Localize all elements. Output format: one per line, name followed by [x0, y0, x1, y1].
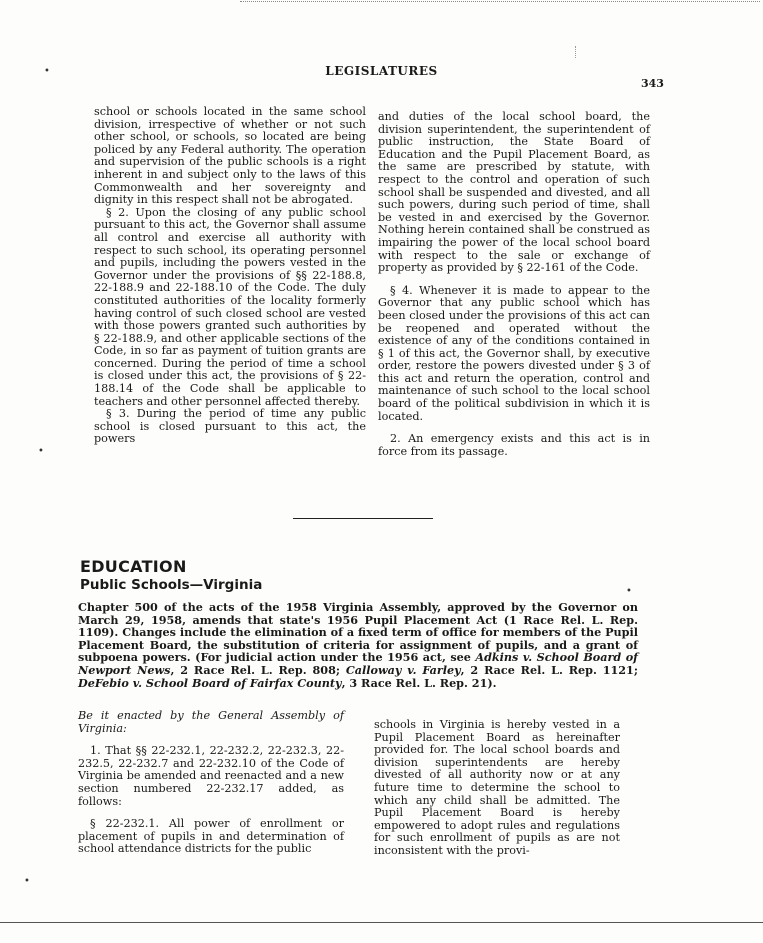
- upper-left-column: [94, 106, 366, 446]
- upper-right-column: [378, 111, 650, 458]
- case-citation: Calloway v. Farley: [345, 662, 461, 677]
- margin-mark: •: [626, 586, 632, 597]
- margin-mark: •: [24, 876, 30, 887]
- paragraph: § 4. Whenever it is made to appear to the Governor that any public school which has been closed under the provisions of this act can be reopened and operated without the existence of any of the conditions contained in § 1 of this act, the Governor shall, by executive order, restore the powers divested under § 3 of this act and return the operation, control and maintenance of such school to the local school board of the political subdivision in which it is located.: [378, 283, 650, 423]
- paragraph: § 2. Upon the closing of any public school pursuant to this act, the Governor shall assume all control and exercise all authority with respect to such school, its operating personnel and pupils, including the powers vested in the Governor under the provisions of §§ 22-188.8, 22-188.9 and 22-188.10 of the Code. The duly constituted authorities of the locality formerly having control of such closed school are vested with those powers granted such authorities by § 22-188.9, and other applicable sections of the Code, in so far as payment of tuition grants are concerned. During the period of time a school is closed under this act, the provisions of § 22-188.14 of the Code shall be applicable to teachers and other personnel affected thereby.: [94, 205, 366, 408]
- paragraph: and duties of the local school board, the division superintendent, the superintendent of public instruction, the State Board of Education and the Pupil Placement Board, as the same are prescribed by statute, with respect to the control and operation of such school shall be suspended and divested, and all such powers, during such period of time, shall be vested in and exercised by the Governor. Nothing herein contained shall be construed as impairing the power of the local school board with respect to the sale or exchange of property as provided by § 22-161 of the Code.: [378, 110, 650, 275]
- running-head: LEGISLATURES: [325, 64, 438, 78]
- paragraph: § 3. During the period of time any public school is closed pursuant to this act, the powers: [94, 407, 366, 446]
- scan-artifact: [575, 46, 576, 58]
- section-title: EDUCATION: [80, 557, 187, 576]
- case-citation: DeFebio v. School Board of Fairfax County: [78, 675, 342, 690]
- lower-right-column: [374, 719, 620, 858]
- enacting-clause: Be it enacted by the General Assembly of Virginia:: [78, 709, 344, 735]
- bottom-edge-line: [0, 922, 763, 923]
- page-number: 343: [641, 77, 664, 90]
- headnote: [78, 601, 638, 689]
- margin-mark: •: [44, 66, 50, 77]
- case-citation: Adkins v. School Board of Newport News: [78, 650, 638, 677]
- section-subtitle: Public Schools—Virginia: [80, 577, 263, 593]
- paragraph: 2. An emergency exists and this act is in force from its passage.: [378, 432, 650, 458]
- paragraph: schools in Virginia is hereby vested in a Pupil Placement Board as hereinafter provided for. The local school boards and division superintendents are hereby divested of all authority now or at any future time to determine the school to which any child shall be admitted. The Pupil Placement Board is hereby empowered to adopt rules and regulations for such enrollment of pupils as are not inconsistent with the provi-: [374, 718, 620, 857]
- lower-left-column: [78, 710, 344, 856]
- paragraph: 1. That §§ 22-232.1, 22-232.2, 22-232.3, 22-232.5, 22-232.7 and 22-232.10 of the Code of Virginia be amended and reenacted and a new section numbered 22-232.17 added, as follows:: [78, 744, 344, 808]
- headnote-text: , 2 Race Rel. L. Rep. 1121;: [460, 662, 638, 677]
- headnote-text: , 2 Race Rel. L. Rep. 808;: [170, 662, 346, 677]
- headnote-text: Chapter 500 of the acts of the 1958 Virginia Assembly, approved by the Governor on March 29, 1958, amends that state's 1956 Pupil Placement Act (1 Race Rel. L. Rep. 1109). Changes include the elimination of a fixed term of office for members of the Pupil Placement Board, the substitution of criteria for assignment of pupils, and a grant of subpoena powers. (For judicial action under the 1956 act, see: [78, 600, 638, 665]
- top-dotted-edge: [240, 1, 760, 2]
- paragraph: school or schools located in the same school division, irrespective of whether or not such other school, or schools, so located are being policed by any Federal authority. The operation and supervision of the public schools is a right inherent in and subject only to the laws of this Commonwealth and her sovereignty and dignity in this respect shall not be abrogated.: [94, 105, 366, 207]
- headnote-text: , 3 Race Rel. L. Rep. 21).: [341, 675, 497, 690]
- paragraph: § 22-232.1. All power of enrollment or placement of pupils in and determination of school attendance districts for the public: [78, 817, 344, 856]
- margin-mark: •: [38, 446, 44, 457]
- section-divider: [293, 518, 433, 519]
